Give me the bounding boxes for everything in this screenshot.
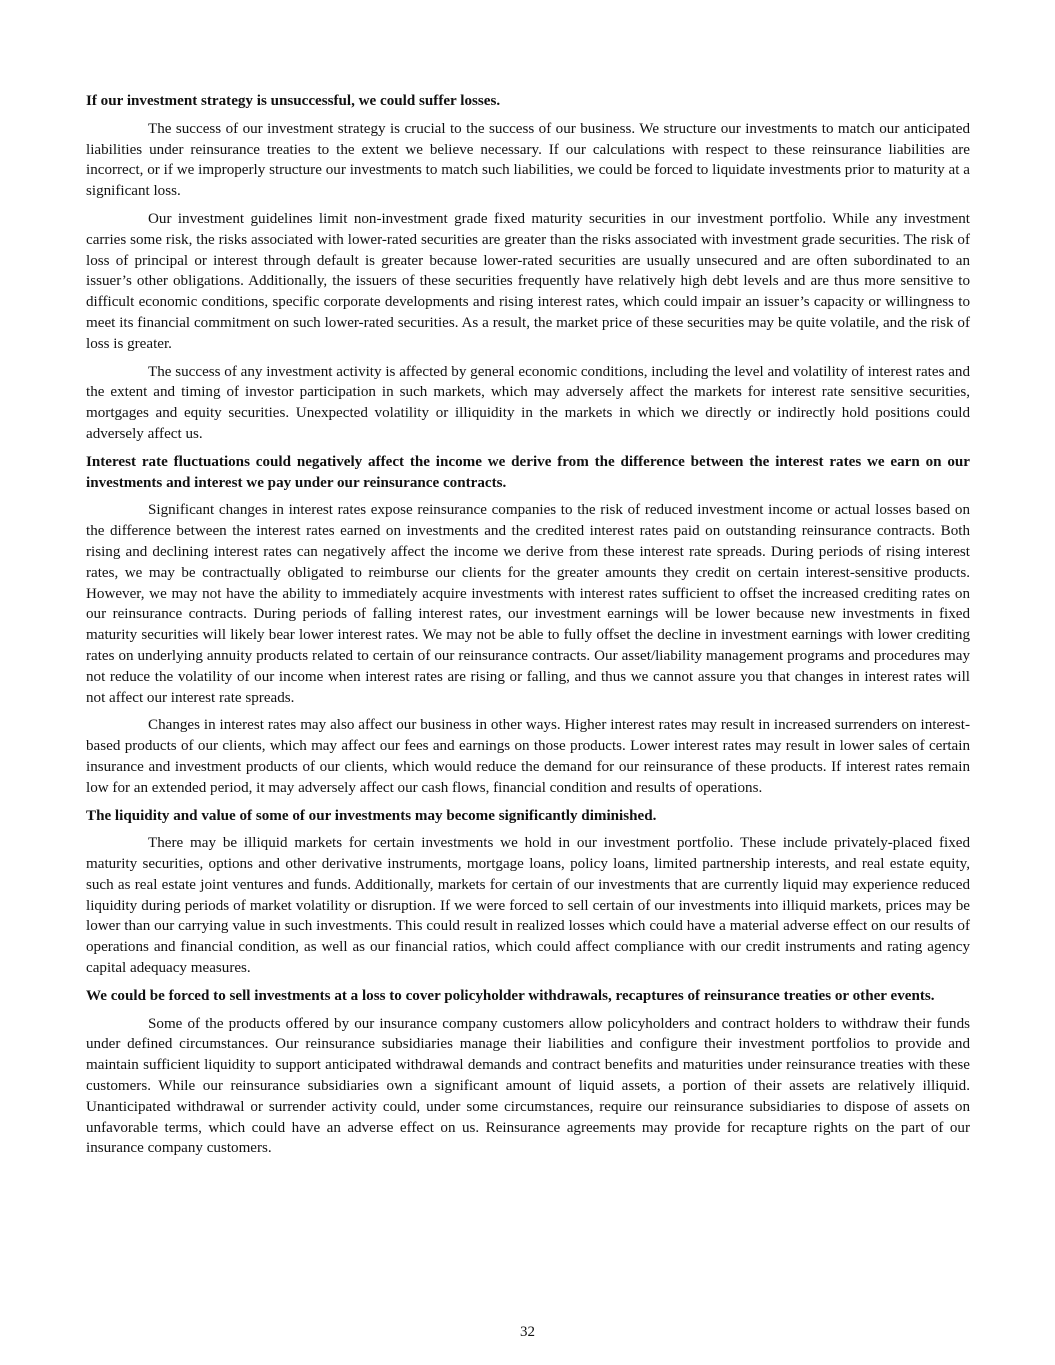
- paragraph: Changes in interest rates may also affect our business in other ways. Higher interest rates may result in increased surrenders on interest-based products of our clients, which may affect our fees and earnings on those products. Lower interest rates may result in lower sales of certain insurance and investment products of our clients, which would reduce the demand for our reinsurance of these products. If interest rates remain low for an extended period, it may adversely affect our cash flows, financial condition and results of operations.: [86, 717, 970, 796]
- paragraph: The success of our investment strategy is crucial to the success of our business. We structure our investments to match our anticipated liabilities under reinsurance treaties to the extent we believe necessary. If our calculations with respect to these reinsurance liabilities are incorrect, or if we improperly structure our investments to match such liabilities, we could be forced to liquidate investments prior to maturity at a significant loss.: [86, 120, 970, 200]
- section-heading-investment-strategy: If our investment strategy is unsuccessful, we could suffer losses.: [86, 93, 501, 109]
- section-heading-forced-sales: We could be forced to sell investments at a loss to cover policyholder withdrawals, recaptures of reinsurance treaties or other events.: [86, 987, 935, 1004]
- section-heading-liquidity: The liquidity and value of some of our investments may become significantly diminished.: [86, 807, 657, 824]
- page-number: 32: [520, 1324, 535, 1340]
- paragraph: Significant changes in interest rates expose reinsurance companies to the risk of reduced investment income or actual losses based on the difference between the interest rates earned on investments and the credited interest rates paid on outstanding reinsurance contracts. Both rising and declining interest rates can negatively affect the income we derive from these interest rate spreads. During periods of rising interest rates, we may be contractually obligated to reimburse our clients for the greater amounts they credit on certain interest-sensitive products. However, we may not have the ability to immediately acquire investments with interest rates sufficient to offset the increased crediting rates on our reinsurance contracts. During periods of falling interest rates, our investment earnings will be lower because new investments in fixed maturity securities will likely bear lower interest rates. We may not be able to fully offset the decline in investment earnings with lower crediting rates on underlying annuity products related to certain of our reinsurance contracts. Our asset/liability management programs and procedures may not reduce the volatility of our income when interest rates are rising or falling, and thus we cannot assure you that changes in interest rates will not affect our interest rate spreads.: [86, 502, 970, 706]
- section-heading-interest-rate-fluctuations: Interest rate fluctuations could negatively affect the income we derive from the difference between the interest rates we earn on our investments and interest we pay under our reinsurance contracts.: [86, 453, 970, 491]
- paragraph: There may be illiquid markets for certain investments we hold in our investment portfolio. These include privately-placed fixed maturity securities, options and other derivative instruments, mortgage loans, policy loans, limited partnership interests, and real estate equity, such as real estate joint ventures and funds. Additionally, markets for certain of our investments that are currently liquid may experience reduced liquidity during periods of market volatility or disruption. If we were forced to sell certain of our investments into illiquid markets, prices may be lower than our carrying value in such investments. This could result in realized losses which could have a material adverse effect on our results of operations and financial condition, as well as our financial ratios, which could affect compliance with our credit instruments and rating agency capital adequacy measures.: [86, 835, 970, 977]
- paragraph: Our investment guidelines limit non-investment grade fixed maturity securities in our investment portfolio. While any investment carries some risk, the risks associated with lower-rated securities are greater than the risks associated with investment grade securities. The risk of loss of principal or interest through default is greater because lower-rated securities are usually unsecured and are often subordinated to an issuer’s other obligations. Additionally, the issuers of these securities frequently have relatively high debt levels and are thus more sensitive to difficult economic conditions, specific corporate developments and rising interest rates, which could impair an issuer’s capacity or willingness to meet its financial commitment on such lower-rated securities. As a result, the market price of these securities may be quite volatile, and the risk of loss is greater.: [86, 210, 970, 352]
- paragraph: Some of the products offered by our insurance company customers allow policyholders and contract holders to withdraw their funds under defined circumstances. Our reinsurance subsidiaries manage their liabilities and configure their investment portfolios to provide and maintain sufficient liquidity to support anticipated withdrawal demands and contract benefits and maturities under reinsurance treaties with these customers. While our reinsurance subsidiaries own a significant amount of liquid assets, a portion of their assets are relatively illiquid. Unanticipated withdrawal or surrender activity could, under some circumstances, require our reinsurance subsidiaries to dispose of assets on unfavorable terms, which could have an adverse effect on us. Reinsurance agreements may provide for recapture rights on the part of our insurance company customers.: [86, 1015, 970, 1157]
- document-page: [86, 91, 970, 1166]
- paragraph: The success of any investment activity is affected by general economic conditions, including the level and volatility of interest rates and the extent and timing of investor participation in such markets, which may adversely affect the markets for interest rate sensitive securities, mortgages and equity securities. Unexpected volatility or illiquidity in the markets in which we directly or indirectly hold positions could adversely affect us.: [86, 363, 970, 442]
